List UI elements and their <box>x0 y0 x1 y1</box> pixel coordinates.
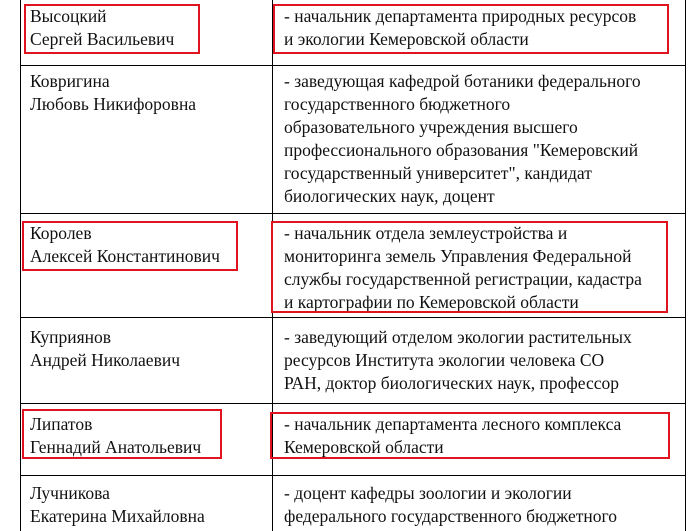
person-given-names: Екатерина Михайловна <box>30 506 205 526</box>
position-line: профессионального образования "Кемеровский <box>284 140 639 160</box>
person-surname: Лучникова <box>30 483 110 503</box>
highlight-name-box <box>24 4 200 54</box>
position-line: - начальник департамента лесного комплекса <box>284 414 622 434</box>
position-line: - начальник департамента природных ресурсов <box>284 6 637 26</box>
table-border-right <box>685 0 686 531</box>
person-surname: Высоцкий <box>30 6 107 26</box>
position-line: Кемеровской области <box>284 437 444 457</box>
position-line: биологических наук, доцент <box>284 186 495 206</box>
person-given-names: Андрей Николаевич <box>30 350 180 370</box>
position-line: - заведующая кафедрой ботаники федерального <box>284 71 641 91</box>
highlight-name-box <box>22 221 238 271</box>
position-line: и картографии по Кемеровской области <box>284 292 579 312</box>
position-line: государственный университет", кандидат <box>284 163 592 183</box>
person-given-names: Геннадий Анатольевич <box>30 437 202 457</box>
position-line: и экологии Кемеровской области <box>284 29 529 49</box>
person-surname: Липатов <box>30 414 93 434</box>
position-line: службы государственной регистрации, кадастра <box>284 269 642 289</box>
position-line: - заведующий отделом экологии растительных <box>284 327 632 347</box>
position-line: мониторинга земель Управления Федеральной <box>284 246 632 266</box>
highlight-name-box <box>22 409 222 459</box>
highlight-position-box <box>271 221 668 313</box>
row-divider <box>20 65 685 66</box>
highlight-position-box <box>270 412 670 459</box>
highlight-position-box <box>273 4 669 54</box>
table-border-left <box>20 0 21 531</box>
position-line: федерального государственного бюджетного <box>284 506 618 526</box>
row-divider <box>20 317 685 318</box>
row-divider <box>20 213 685 214</box>
position-line: государственного бюджетного <box>284 94 511 114</box>
position-line: - начальник отдела землеустройства и <box>284 223 568 243</box>
person-surname: Королев <box>30 223 92 243</box>
position-line: образовательного учреждения высшего <box>284 117 578 137</box>
position-line: ресурсов Института экологии человека СО <box>284 350 605 370</box>
person-given-names: Сергей Васильевич <box>30 29 175 49</box>
row-divider <box>20 475 685 476</box>
position-line: РАН, доктор биологических наук, профессор <box>284 373 620 393</box>
person-given-names: Любовь Никифоровна <box>30 94 197 114</box>
row-divider <box>20 403 685 404</box>
person-surname: Ковригина <box>30 71 110 91</box>
person-given-names: Алексей Константинович <box>30 246 220 266</box>
person-surname: Куприянов <box>30 327 112 347</box>
position-line: - доцент кафедры зоологии и экологии <box>284 483 572 503</box>
